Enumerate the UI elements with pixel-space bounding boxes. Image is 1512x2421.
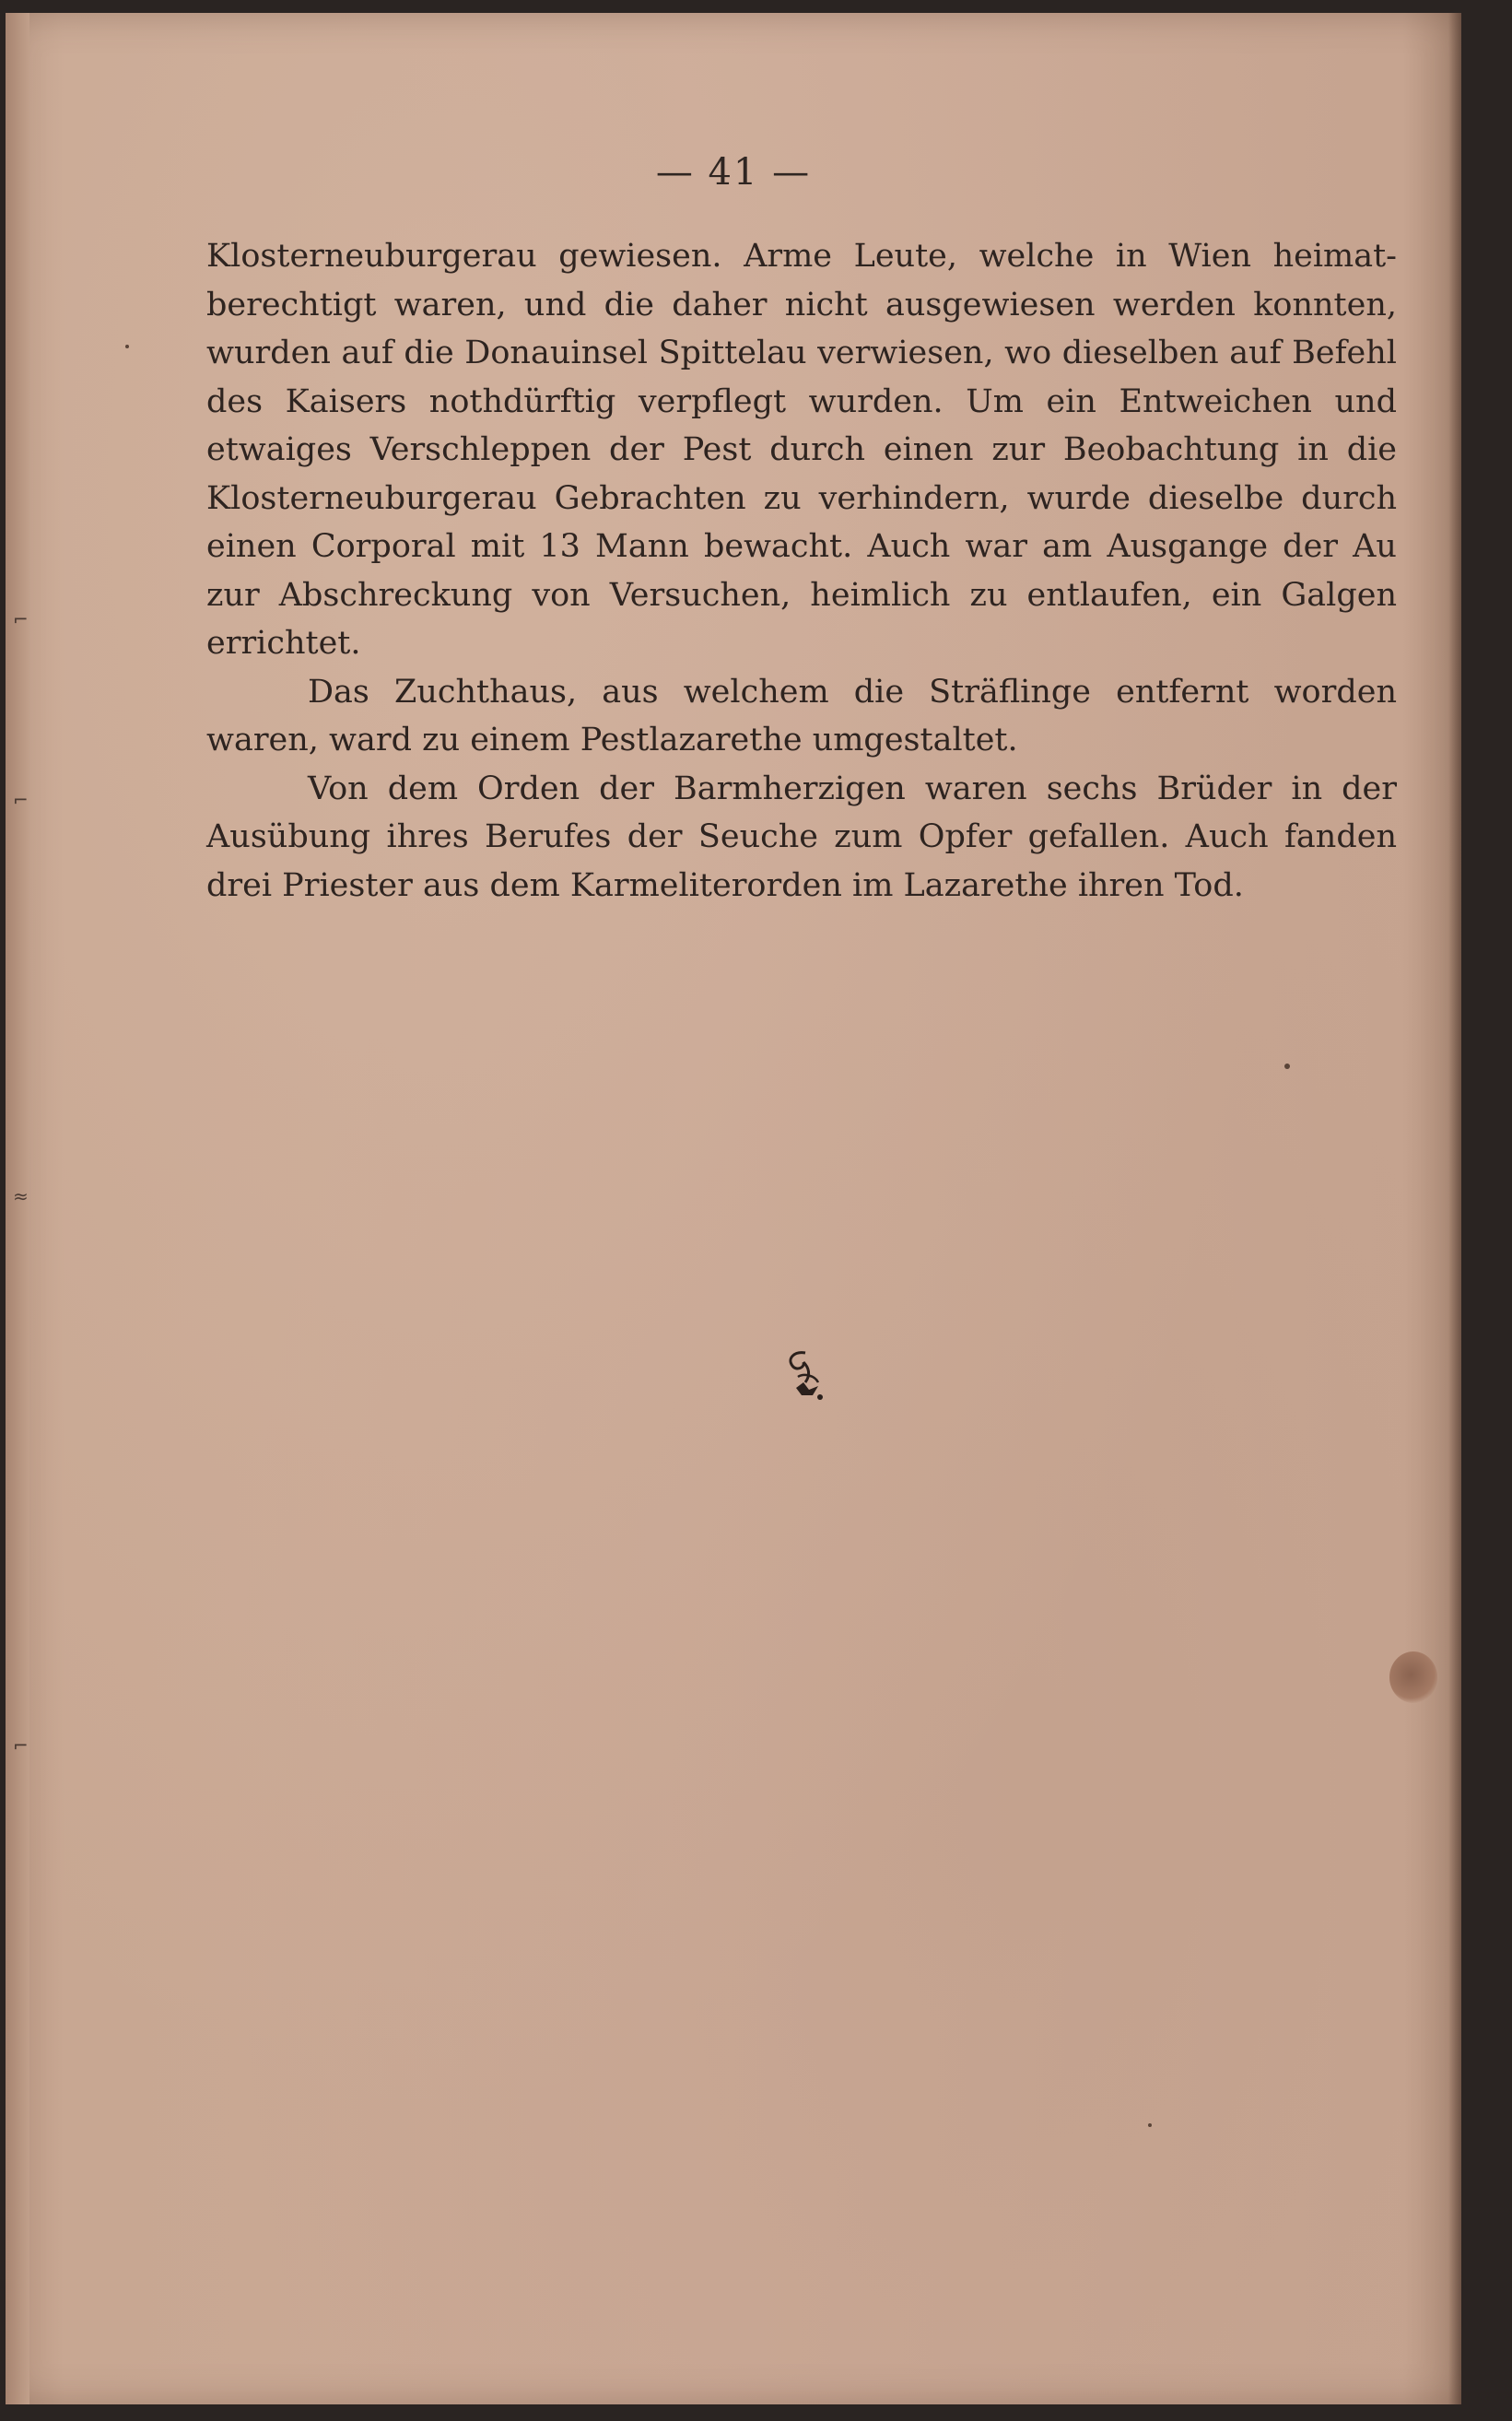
text-line: Klosterneuburgerau gewiesen. Arme Leute, welche in Wien heimat- — [206, 238, 1397, 275]
text-line: waren, ward zu einem Pestlazarethe umgestaltet. — [206, 722, 1018, 758]
text-line: und etwaiges Verschleppen der Pest durch einen zur Beobachtung in — [206, 382, 1397, 468]
text-line: Von dem Orden der Barmherzigen waren sechs Brüder in der — [308, 770, 1397, 807]
page-binding-edge — [6, 13, 29, 2404]
paper-stain — [1389, 1651, 1437, 1703]
floral-vignette-icon — [778, 1346, 833, 1410]
text-line: einen Corporal mit 13 Mann bewacht. Auch war am Ausgange der — [206, 528, 1339, 565]
paragraph-2 — [206, 668, 1397, 765]
text-line: errichtet. — [206, 625, 361, 662]
page-edge-shadow — [1448, 13, 1461, 2404]
paper-speck — [1284, 1064, 1290, 1069]
body-text — [206, 232, 1397, 910]
paragraph-1 — [206, 232, 1397, 668]
margin-mark: ⌐ — [13, 1734, 29, 1757]
text-line: die Klosterneuburgerau Gebrachten zu verhindern, wurde dieselbe durch — [206, 431, 1397, 517]
text-line: wurden auf die Donauinsel Spittelau verwiesen, wo dieselben auf — [206, 335, 1282, 371]
text-line: drei Priester aus dem Karmeliterorden im Lazarethe ihren Tod. — [206, 866, 1244, 904]
paper-speck — [125, 345, 129, 348]
paragraph-3 — [206, 765, 1397, 911]
page-number: — 41 — — [655, 151, 812, 194]
margin-mark: ⌐ — [13, 608, 29, 630]
paper-speck — [1148, 2123, 1152, 2127]
text-line: Befehl des Kaisers nothdürftig verpflegt wurden. Um ein Entweichen — [206, 335, 1397, 420]
margin-mark: ⌐ — [13, 789, 29, 811]
text-line: Au zur Abschreckung von Versuchen, heimlich zu entlaufen, ein Galgen — [206, 528, 1397, 614]
text-line: Das Zuchthaus, aus welchem die Sträflinge entfernt worden — [308, 673, 1397, 711]
margin-mark: ≈ — [13, 1185, 29, 1207]
book-page — [6, 13, 1461, 2404]
text-line: Ausübung ihres Berufes der Seuche zum Opfer gefallen. Auch fanden — [206, 818, 1397, 855]
text-line: berechtigt waren, und die daher nicht ausgewiesen werden konnten, — [206, 286, 1397, 323]
